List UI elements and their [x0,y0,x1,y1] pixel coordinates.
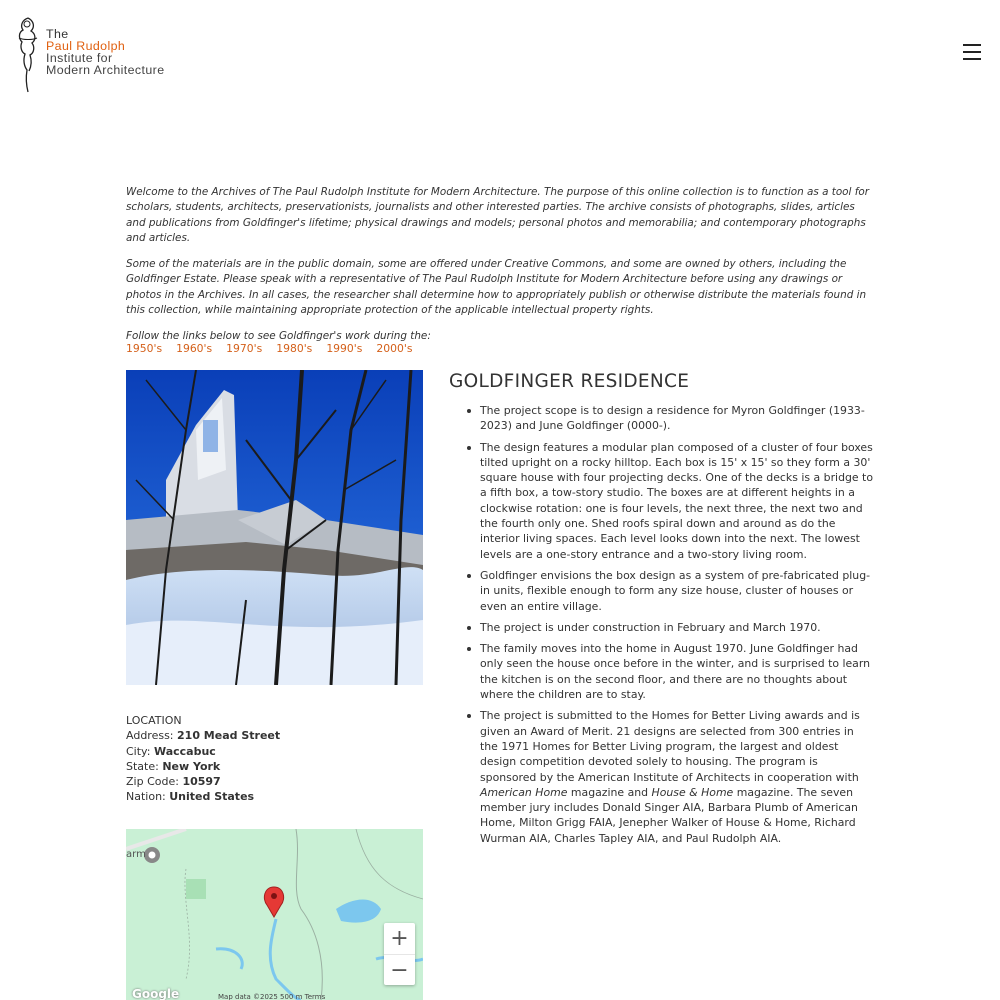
intro-paragraph-3: Follow the links below to see Goldfinger's work during the: [126,330,431,343]
address-label: Address: [126,729,174,743]
award-text-2: magazine and [567,785,652,799]
decade-link-1970s[interactable]: 1970's [226,342,263,355]
map-canvas [126,829,423,1000]
project-detail-item: Goldfinger envisions the box design as a system of pre-fabricated plug-in units, flexible enough to form any size house, cluster of houses or even an entire village. [480,568,875,614]
nation-value: United States [169,790,255,804]
state-value: New York [162,759,221,773]
nation-label: Nation: [126,790,166,804]
zip-value: 10597 [182,775,221,789]
location-block [126,713,280,805]
google-logo: Google [132,987,180,1000]
award-text-1: The project is submitted to the Homes for Better Living awards and is given an Award of Merit. 21 designs are selected from 300 entries in the 1971 Homes for Better Living program, the largest and oldest design competition devoted solely to housing. The program is sponsored by the American Institute of Architects in cooperation with [480,709,860,784]
location-address [126,728,280,743]
decade-link-1950s[interactable]: 1950's [126,342,163,355]
intro-paragraph-1: Welcome to the Archives of The Paul Rudolph Institute for Modern Architecture. The purpose of this online collection is to function as a tool for scholars, students, architects, preservationists, journalists and other interested parties. The archive consists of photographs, slides, articles and publications from Goldfinger's lifetime; physical drawings and models; personal photos and memorabilia; and contemporary photographs and articles. [126,186,870,244]
project-detail-item: The project scope is to design a residence for Myron Goldfinger (1933-2023) and June Goldfinger (0000-). [480,403,875,434]
location-heading: LOCATION [126,714,182,727]
location-nation [126,789,280,804]
decade-link-1960s[interactable]: 1960's [176,342,213,355]
location-city [126,744,280,759]
logo-line-2: Paul Rudolph [46,39,126,53]
site-header [0,0,1000,110]
project-detail-item: The design features a modular plan composed of a cluster of four boxes tilted upright on a rocky hilltop. Each box is 15' x 15' so they form a 30' square house with four projecting decks. One of the decks is a bridge to a fifth box, a tow-story studio. The boxes are at different heights in a clockwise rotation: one is four levels, the next three, the next two and the fourth only one. Shed roofs spiral down and around as do the interior living spaces. Each level looks down into the next. The lowest levels are a one-story entrance and a two-story living room. [480,440,873,561]
project-detail-item: The project is under construction in February and March 1970. [480,620,875,635]
map-zoom-in-button[interactable]: + [390,926,409,951]
location-zip [126,774,280,789]
intro-text [126,185,876,356]
decade-link-1980s[interactable]: 1980's [276,342,313,355]
state-label: State: [126,759,159,773]
intro-paragraph-2: Some of the materials are in the public domain, some are offered under Creative Commons, and some are owned by others, including the Goldfinger Estate. Please speak with a representative of The Paul Rudolph Institute for Modern Architecture before using any drawings or photos in the Archives. In all cases, the researcher shall determine how to appropriately publish or otherwise distribute the materials found in this collection, while maintaining appropriate protection of the applicable intellectual property rights. [126,258,867,317]
logo-line-3: Institute for [46,51,113,65]
decade-link-1990s[interactable]: 1990's [326,342,363,355]
project-detail-item: The family moves into the home in August 1970. June Goldfinger had only seen the house once before in the winter, and is surprised to learn the kitchen is on the second floor, and there are no thoughts about where the children are to stay. [480,641,875,702]
hamburger-menu-icon[interactable] [963,44,989,64]
map-attribution[interactable]: Map data ©2025 500 m Terms [218,993,326,1000]
location-map[interactable] [126,829,423,1000]
city-label: City: [126,744,151,758]
project-detail-item [480,708,875,846]
map-zoom-control [384,923,415,985]
map-place-label: arm [126,849,146,860]
award-text-3: magazine. The seven member jury includes Donald Singer AIA, Barbara Plumb of American Home, Milton Grigg FAIA, Jenepher Walker of House & Home, Richard Wurman AIA, Charles Tapley AIA, and Paul Rudolph AIA. [480,785,858,845]
institute-logo[interactable] [14,16,204,96]
location-state [126,759,280,774]
logo-line-4: Modern Architecture [46,63,165,77]
award-magazine-2: House & Home [651,785,734,799]
zip-label: Zip Code: [126,775,179,789]
decade-links [126,342,412,355]
project-details-list [480,403,875,852]
residence-photo[interactable] [126,370,423,685]
residence-photo-image [126,370,423,685]
decade-link-2000s[interactable]: 2000's [376,342,413,355]
award-magazine-1: American Home [480,785,568,799]
logo-line-1: The [46,27,69,41]
project-title: GOLDFINGER RESIDENCE [449,371,690,392]
logo-figure-icon [14,16,42,94]
address-value: 210 Mead Street [177,729,281,743]
city-value: Waccabuc [153,744,216,758]
map-zoom-out-button[interactable]: − [384,954,415,985]
